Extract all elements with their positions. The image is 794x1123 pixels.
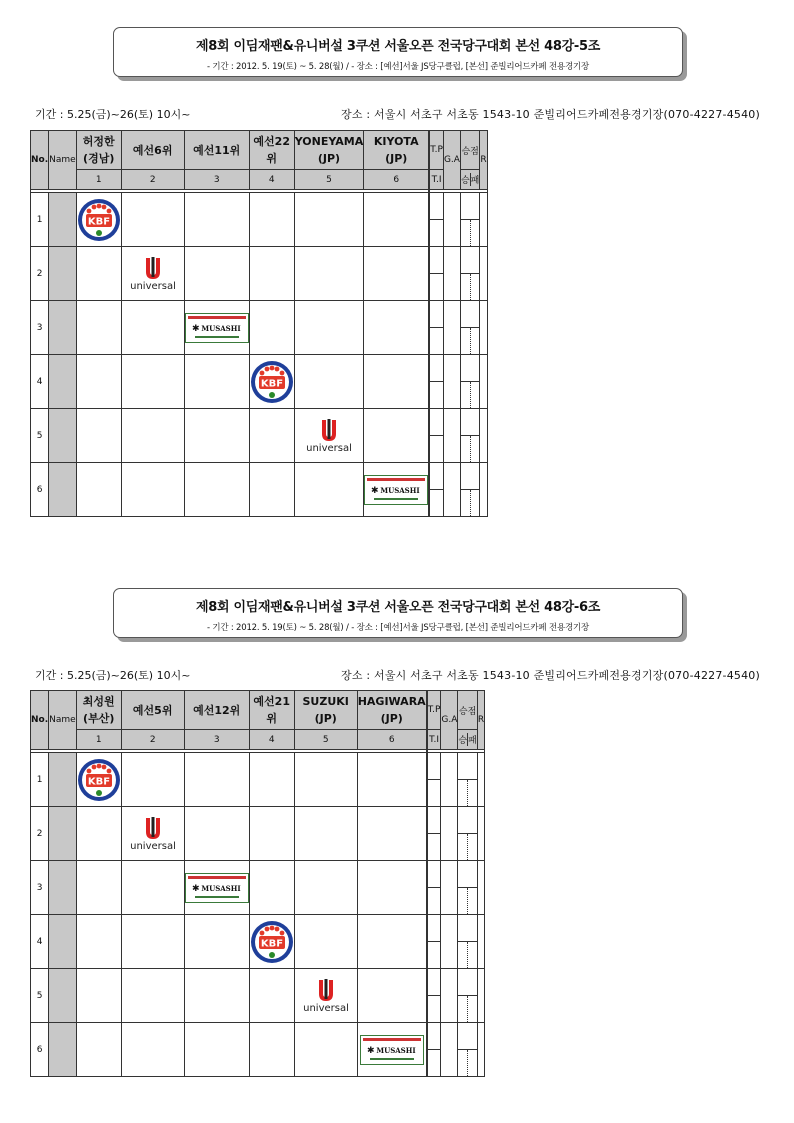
score-cell[interactable] — [76, 463, 121, 517]
rank-cell[interactable] — [480, 463, 487, 517]
diagonal-cell — [184, 301, 249, 355]
ga-cell[interactable] — [441, 915, 458, 969]
diagonal-cell — [249, 915, 294, 969]
ti-cell[interactable] — [427, 942, 441, 969]
svg-text:KBF: KBF — [260, 378, 283, 389]
row-player-name — [49, 807, 77, 861]
score-cell[interactable] — [249, 861, 294, 915]
win-cell[interactable] — [461, 490, 470, 516]
header-col-number: 4 — [249, 170, 294, 190]
win-cell[interactable] — [461, 436, 470, 462]
header-player-3 — [184, 691, 249, 730]
row-number: 2 — [31, 247, 49, 301]
row-number: 4 — [31, 915, 49, 969]
title-box — [113, 588, 683, 638]
score-cell[interactable] — [249, 193, 294, 247]
loss-cell[interactable] — [468, 942, 477, 968]
win-cell[interactable] — [458, 1050, 467, 1076]
header-name: Name — [49, 691, 77, 750]
score-cell[interactable] — [184, 915, 249, 969]
ti-cell[interactable] — [430, 490, 444, 517]
row-number: 3 — [31, 861, 49, 915]
svg-text:MUSASHI: MUSASHI — [201, 883, 241, 893]
score-cell[interactable] — [249, 807, 294, 861]
match-period: 기간 : 5.25(금)~26(토) 10시~ — [35, 669, 191, 682]
score-cell[interactable] — [357, 861, 426, 915]
score-cell[interactable] — [364, 409, 429, 463]
tp-cell[interactable] — [430, 193, 444, 220]
table-row — [31, 1023, 485, 1050]
rank-cell[interactable] — [477, 969, 484, 1023]
loss-cell[interactable] — [468, 888, 477, 914]
kbf-logo — [77, 758, 121, 802]
header-player-5 — [294, 131, 364, 170]
ga-cell[interactable] — [443, 247, 460, 301]
player-name: 허정한 — [82, 135, 115, 148]
row-player-name — [49, 861, 77, 915]
table-row — [31, 247, 488, 274]
tp-cell[interactable] — [427, 915, 441, 942]
diagonal-cell — [249, 355, 294, 409]
loss-cell[interactable] — [470, 328, 479, 354]
diagonal-cell — [294, 409, 364, 463]
score-cell[interactable] — [357, 807, 426, 861]
win-cell[interactable] — [458, 942, 467, 968]
points-cell[interactable] — [460, 193, 479, 220]
win-cell[interactable] — [461, 382, 470, 408]
score-cell[interactable] — [357, 753, 426, 807]
player-region: (JP) — [380, 712, 403, 725]
ti-cell[interactable] — [430, 274, 444, 301]
points-cell[interactable] — [460, 301, 479, 328]
score-cell[interactable] — [76, 1023, 121, 1077]
loss-cell[interactable] — [468, 780, 477, 806]
header-col-number: 1 — [76, 730, 121, 750]
ga-cell[interactable] — [441, 753, 458, 807]
table-row — [31, 753, 485, 780]
ti-cell[interactable] — [427, 1050, 441, 1077]
match-period: 기간 : 5.25(금)~26(토) 10시~ — [35, 108, 191, 121]
ga-cell[interactable] — [441, 1023, 458, 1077]
loss-cell[interactable] — [470, 220, 479, 246]
win-cell[interactable] — [461, 274, 470, 300]
rank-cell[interactable] — [477, 753, 484, 807]
points-cell[interactable] — [458, 753, 477, 780]
score-cell[interactable] — [249, 301, 294, 355]
score-cell[interactable] — [184, 355, 249, 409]
points-cell[interactable] — [458, 969, 477, 996]
player-name: SUZUKI — [302, 695, 349, 708]
score-cell[interactable] — [294, 355, 364, 409]
kbf-logo — [77, 198, 121, 242]
header-record: 승점 — [460, 131, 479, 170]
table-row — [31, 409, 488, 436]
points-cell[interactable] — [458, 807, 477, 834]
rank-cell[interactable] — [480, 355, 487, 409]
rank-cell[interactable] — [480, 247, 487, 301]
points-cell[interactable] — [460, 463, 479, 490]
row-player-name — [49, 409, 77, 463]
header-ga: G.A — [441, 691, 458, 750]
header-player-4 — [249, 691, 294, 730]
header-ti: T.I — [427, 730, 441, 750]
player-region: (JP) — [314, 712, 337, 725]
points-cell[interactable] — [460, 247, 479, 274]
header-loss: 패 — [470, 176, 480, 186]
win-cell[interactable] — [458, 996, 467, 1022]
diagonal-cell — [76, 753, 121, 807]
header-player-1 — [76, 691, 121, 730]
header-player-6 — [364, 131, 429, 170]
kbf-logo — [250, 920, 294, 964]
header-col-number: 6 — [357, 730, 426, 750]
rank-cell[interactable] — [480, 193, 487, 247]
score-cell[interactable] — [76, 409, 121, 463]
player-region: (경남) — [83, 152, 115, 165]
header-player-1 — [76, 131, 121, 170]
ti-cell[interactable] — [430, 436, 444, 463]
kbf-logo — [250, 360, 294, 404]
diagonal-cell — [121, 807, 184, 861]
loss-cell[interactable] — [470, 382, 479, 408]
svg-text:KBF: KBF — [260, 938, 283, 949]
player-region: (JP) — [385, 152, 408, 165]
score-cell[interactable] — [294, 463, 364, 517]
ti-cell[interactable] — [427, 996, 441, 1023]
svg-text:universal: universal — [129, 840, 176, 852]
score-cell[interactable] — [184, 409, 249, 463]
score-cell[interactable] — [357, 915, 426, 969]
svg-text:MUSASHI: MUSASHI — [376, 1045, 416, 1055]
score-cell[interactable] — [294, 301, 364, 355]
svg-text:universal: universal — [129, 280, 176, 292]
row-player-name — [49, 301, 77, 355]
table-row — [31, 969, 485, 996]
row-number: 5 — [31, 969, 49, 1023]
ti-cell[interactable] — [430, 328, 444, 355]
score-cell[interactable] — [121, 463, 184, 517]
row-player-name — [49, 1023, 77, 1077]
svg-text:KBF: KBF — [87, 776, 110, 787]
player-name: 예선11위 — [193, 143, 241, 157]
win-cell[interactable] — [461, 220, 470, 246]
header-player-2 — [121, 131, 184, 170]
universal-logo — [122, 815, 184, 853]
player-region: (JP) — [317, 152, 341, 165]
header-name: Name — [49, 131, 77, 190]
score-cell[interactable] — [121, 301, 184, 355]
score-cell[interactable] — [76, 969, 121, 1023]
score-cell[interactable] — [184, 753, 249, 807]
ti-cell[interactable] — [427, 888, 441, 915]
ga-cell[interactable] — [443, 409, 460, 463]
svg-text:✱: ✱ — [191, 323, 200, 334]
win-cell[interactable] — [461, 328, 470, 354]
group-subtitle: - 기간 : 2012. 5. 19(토) ~ 5. 28(월) / - 장소 : [예선]서울 JS당구클럽, [본선] 준빌리어드카페 전용경기장 — [206, 62, 589, 72]
score-cell[interactable] — [357, 969, 426, 1023]
row-player-name — [49, 753, 77, 807]
musashi-logo — [360, 1035, 424, 1065]
score-cell[interactable] — [121, 193, 184, 247]
header-rank: R — [477, 691, 484, 750]
rank-cell[interactable] — [477, 807, 484, 861]
ga-cell[interactable] — [443, 355, 460, 409]
universal-logo — [295, 977, 357, 1015]
header-loss: 패 — [468, 736, 477, 746]
header-tp: T.P — [427, 691, 441, 730]
header-player-5 — [294, 691, 357, 730]
universal-logo — [298, 417, 360, 455]
ga-cell[interactable] — [441, 861, 458, 915]
header-win: 승 — [461, 173, 470, 186]
svg-text:KBF: KBF — [87, 216, 110, 227]
score-cell[interactable] — [294, 1023, 357, 1077]
header-tp: T.P — [430, 131, 444, 170]
player-name: 예선21위 — [253, 695, 290, 725]
diagonal-cell — [364, 463, 429, 517]
score-cell[interactable] — [364, 355, 429, 409]
svg-text:MUSASHI: MUSASHI — [380, 485, 420, 495]
row-number: 1 — [31, 193, 49, 247]
score-cell[interactable] — [76, 807, 121, 861]
score-cell[interactable] — [364, 301, 429, 355]
score-cell[interactable] — [364, 247, 429, 301]
rank-cell[interactable] — [480, 301, 487, 355]
table-row — [31, 301, 488, 328]
row-number: 2 — [31, 807, 49, 861]
rank-cell[interactable] — [480, 409, 487, 463]
rank-cell[interactable] — [477, 915, 484, 969]
diagonal-cell — [121, 247, 184, 301]
header-col-number: 2 — [121, 730, 184, 750]
header-col-number: 3 — [184, 730, 249, 750]
score-cell[interactable] — [294, 193, 364, 247]
header-win: 승 — [458, 733, 467, 746]
diagonal-cell — [357, 1023, 426, 1077]
musashi-logo — [185, 873, 249, 903]
points-cell[interactable] — [458, 1023, 477, 1050]
ga-cell[interactable] — [443, 193, 460, 247]
score-cell[interactable] — [249, 1023, 294, 1077]
player-name: KIYOTA — [373, 135, 419, 148]
ga-cell[interactable] — [443, 463, 460, 517]
score-cell[interactable] — [364, 193, 429, 247]
header-col-number: 1 — [76, 170, 121, 190]
header-col-number: 3 — [184, 170, 249, 190]
player-name: 예선6위 — [132, 143, 173, 157]
score-cell[interactable] — [76, 915, 121, 969]
table-row — [31, 355, 488, 382]
ti-cell[interactable] — [427, 834, 441, 861]
header-no: No. — [31, 131, 49, 190]
header-player-6 — [357, 691, 426, 730]
header-player-2 — [121, 691, 184, 730]
header-ga: G.A — [443, 131, 460, 190]
player-name: YONEYAMA — [294, 135, 364, 148]
row-player-name — [49, 915, 77, 969]
win-cell[interactable] — [458, 834, 467, 860]
ga-cell[interactable] — [441, 807, 458, 861]
player-name: HAGIWARA — [357, 695, 426, 708]
tp-cell[interactable] — [430, 463, 444, 490]
score-cell[interactable] — [76, 355, 121, 409]
score-cell[interactable] — [294, 247, 364, 301]
points-cell[interactable] — [458, 861, 477, 888]
table-row — [31, 915, 485, 942]
group-title: 제8회 이딤재팬&유니버설 3쿠션 서울오픈 전국당구대회 본선 48강-5조 — [196, 39, 600, 54]
row-number: 5 — [31, 409, 49, 463]
player-name: 최성원 — [82, 695, 115, 708]
score-cell[interactable] — [76, 301, 121, 355]
score-cell[interactable] — [294, 807, 357, 861]
loss-cell[interactable] — [470, 436, 479, 462]
score-cell[interactable] — [121, 753, 184, 807]
loss-cell[interactable] — [468, 996, 477, 1022]
svg-text:✱: ✱ — [191, 883, 200, 894]
loss-cell[interactable] — [468, 834, 477, 860]
score-cell[interactable] — [294, 861, 357, 915]
row-number: 6 — [31, 1023, 49, 1077]
tp-cell[interactable] — [427, 861, 441, 888]
header-record: 승점 — [458, 691, 477, 730]
points-cell[interactable] — [458, 915, 477, 942]
score-cell[interactable] — [294, 753, 357, 807]
match-venue: 장소 : 서울시 서초구 서초동 1543-10 준빌리어드카페전용경기장(070-4227-4540) — [341, 669, 760, 682]
score-cell[interactable] — [121, 915, 184, 969]
tp-cell[interactable] — [430, 301, 444, 328]
tp-cell[interactable] — [427, 969, 441, 996]
ga-cell[interactable] — [441, 969, 458, 1023]
score-cell[interactable] — [249, 247, 294, 301]
score-cell[interactable] — [184, 247, 249, 301]
diagonal-cell — [184, 861, 249, 915]
header-col-number: 4 — [249, 730, 294, 750]
group-subtitle: - 기간 : 2012. 5. 19(토) ~ 5. 28(월) / - 장소 : [예선]서울 JS당구클럽, [본선] 준빌리어드카페 전용경기장 — [206, 623, 589, 633]
header-rank: R — [480, 131, 487, 190]
title-box — [113, 27, 683, 77]
table-row — [31, 463, 488, 490]
tp-cell[interactable] — [430, 409, 444, 436]
universal-logo — [122, 255, 184, 293]
round-robin-table — [30, 690, 485, 1077]
player-name: 예선12위 — [193, 703, 241, 717]
table-row — [31, 193, 488, 220]
header-col-number: 6 — [364, 170, 429, 190]
ga-cell[interactable] — [443, 301, 460, 355]
svg-text:MUSASHI: MUSASHI — [201, 323, 241, 333]
svg-text:universal: universal — [306, 442, 352, 454]
score-cell[interactable] — [76, 861, 121, 915]
match-venue: 장소 : 서울시 서초구 서초동 1543-10 준빌리어드카페전용경기장(070-4227-4540) — [341, 108, 760, 121]
loss-cell[interactable] — [468, 1050, 477, 1076]
score-cell[interactable] — [184, 969, 249, 1023]
header-col-number: 2 — [121, 170, 184, 190]
round-robin-table — [30, 130, 488, 517]
score-cell[interactable] — [294, 915, 357, 969]
score-cell[interactable] — [184, 807, 249, 861]
rank-cell[interactable] — [477, 1023, 484, 1077]
header-player-3 — [184, 131, 249, 170]
tp-cell[interactable] — [427, 807, 441, 834]
row-player-name — [49, 355, 77, 409]
tp-cell[interactable] — [427, 1023, 441, 1050]
ti-cell[interactable] — [430, 382, 444, 409]
tp-cell[interactable] — [430, 355, 444, 382]
score-cell[interactable] — [249, 969, 294, 1023]
player-region: (부산) — [83, 712, 115, 725]
score-cell[interactable] — [121, 861, 184, 915]
score-cell[interactable] — [121, 1023, 184, 1077]
diagonal-cell — [294, 969, 357, 1023]
header-col-number: 5 — [294, 730, 357, 750]
player-name: 예선5위 — [132, 703, 173, 717]
points-cell[interactable] — [460, 409, 479, 436]
row-number: 3 — [31, 301, 49, 355]
svg-text:✱: ✱ — [366, 1045, 375, 1056]
row-number: 4 — [31, 355, 49, 409]
header-player-4 — [249, 131, 294, 170]
row-number: 1 — [31, 753, 49, 807]
score-cell[interactable] — [184, 1023, 249, 1077]
score-cell[interactable] — [249, 463, 294, 517]
score-cell[interactable] — [121, 969, 184, 1023]
score-cell[interactable] — [121, 409, 184, 463]
musashi-logo — [364, 475, 428, 505]
table-row — [31, 807, 485, 834]
score-cell[interactable] — [249, 753, 294, 807]
header-no: No. — [31, 691, 49, 750]
row-player-name — [49, 463, 77, 517]
row-number: 6 — [31, 463, 49, 517]
win-cell[interactable] — [458, 780, 467, 806]
diagonal-cell — [76, 193, 121, 247]
ti-cell[interactable] — [427, 780, 441, 807]
loss-cell[interactable] — [470, 274, 479, 300]
musashi-logo — [185, 313, 249, 343]
score-cell[interactable] — [249, 409, 294, 463]
svg-text:✱: ✱ — [371, 485, 379, 496]
score-cell[interactable] — [184, 463, 249, 517]
table-row — [31, 861, 485, 888]
points-cell[interactable] — [460, 355, 479, 382]
score-cell[interactable] — [184, 193, 249, 247]
row-player-name — [49, 247, 77, 301]
ti-cell[interactable] — [430, 220, 444, 247]
player-name: 예선22위 — [253, 135, 290, 165]
tp-cell[interactable] — [427, 753, 441, 780]
header-ti: T.I — [430, 170, 444, 190]
score-cell[interactable] — [76, 247, 121, 301]
score-cell[interactable] — [121, 355, 184, 409]
rank-cell[interactable] — [477, 861, 484, 915]
row-player-name — [49, 193, 77, 247]
svg-text:universal: universal — [302, 1002, 349, 1014]
win-cell[interactable] — [458, 888, 467, 914]
tp-cell[interactable] — [430, 247, 444, 274]
row-player-name — [49, 969, 77, 1023]
loss-cell[interactable] — [470, 490, 479, 516]
header-col-number: 5 — [294, 170, 364, 190]
group-title: 제8회 이딤재팬&유니버설 3쿠션 서울오픈 전국당구대회 본선 48강-6조 — [196, 600, 600, 615]
